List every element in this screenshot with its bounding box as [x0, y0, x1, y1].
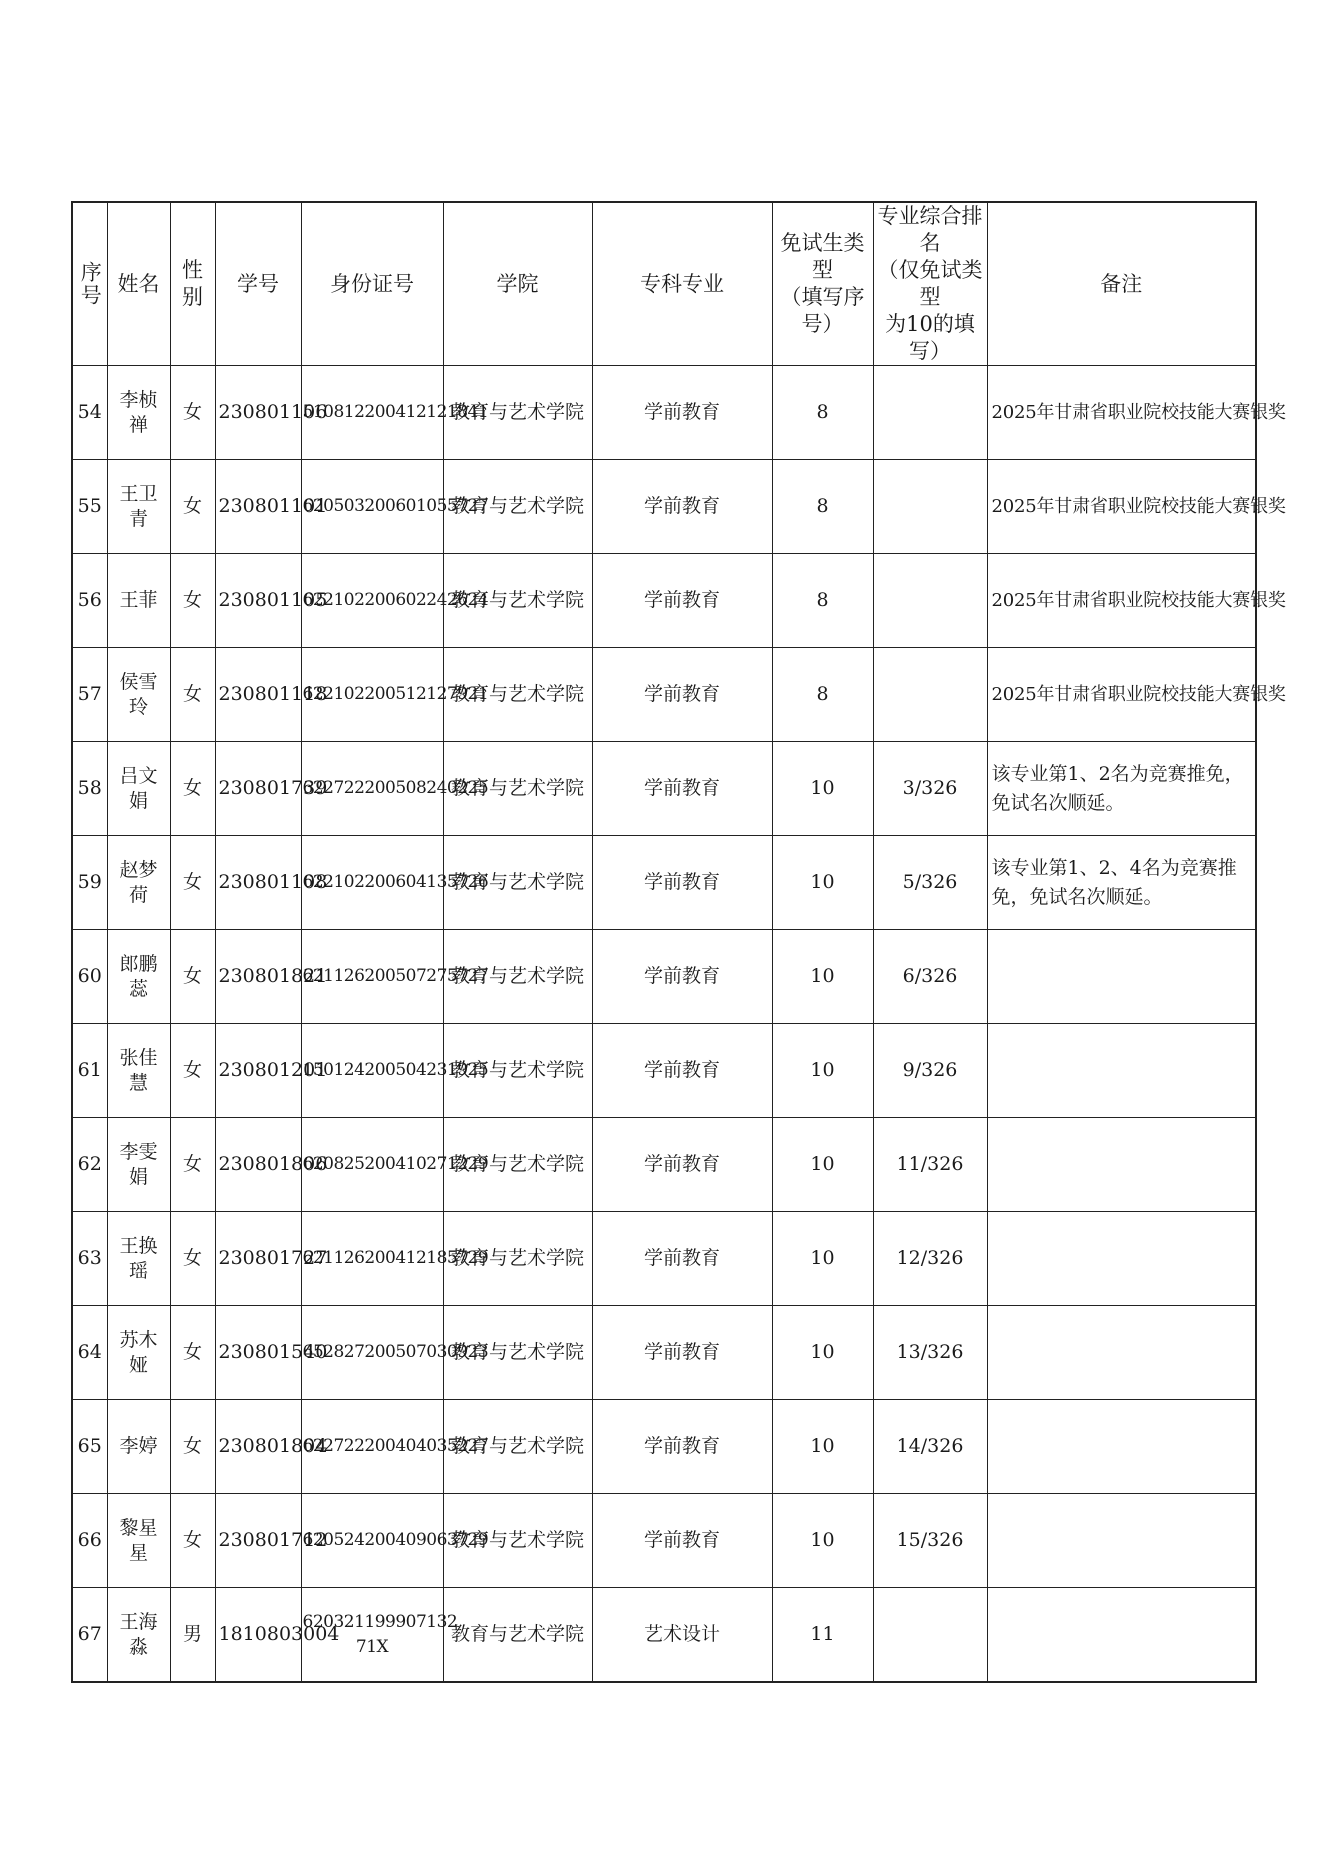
cell-exempt-type: 8	[772, 460, 873, 554]
cell-student-id: 230801727	[215, 1212, 301, 1306]
cell-student-id: 230801540	[215, 1306, 301, 1400]
cell-remark	[987, 1494, 1256, 1588]
cell-exempt-type: 10	[772, 836, 873, 930]
cell-gender: 女	[170, 1494, 215, 1588]
cell-exempt-type: 11	[772, 1588, 873, 1683]
cell-id-card: 620321199907132 71X	[301, 1588, 443, 1683]
cell-id-card: 150124200504231925	[301, 1024, 443, 1118]
exemption-list-table	[71, 201, 1286, 1683]
cell-remark: 该专业第1、2名为竞赛推免，免试名次顺延。	[987, 742, 1256, 836]
cell-name: 李婷	[107, 1400, 170, 1494]
cell-rank	[873, 460, 987, 554]
header-major: 专科专业	[592, 202, 772, 366]
header-remark: 备注	[987, 202, 1256, 366]
cell-major: 学前教育	[592, 460, 772, 554]
cell-major: 学前教育	[592, 1212, 772, 1306]
cell-major: 学前教育	[592, 1024, 772, 1118]
cell-name: 王换瑶	[107, 1212, 170, 1306]
cell-gender: 女	[170, 648, 215, 742]
cell-id-card: 510812200412121841	[301, 366, 443, 460]
cell-gender: 女	[170, 1024, 215, 1118]
cell-seq: 54	[72, 366, 107, 460]
header-exempt-type	[772, 202, 873, 366]
table-row	[72, 1400, 1256, 1494]
table-row	[72, 1588, 1256, 1683]
cell-seq: 59	[72, 836, 107, 930]
cell-name: 赵梦荷	[107, 836, 170, 930]
cell-gender: 女	[170, 1118, 215, 1212]
cell-gender: 女	[170, 836, 215, 930]
cell-id-card: 620503200601055727	[301, 460, 443, 554]
table-row	[72, 460, 1256, 554]
table-row	[72, 1118, 1256, 1212]
cell-rank	[873, 648, 987, 742]
cell-rank: 9/326	[873, 1024, 987, 1118]
cell-student-id: 230801712	[215, 1494, 301, 1588]
cell-major: 学前教育	[592, 1494, 772, 1588]
cell-student-id: 230801105	[215, 554, 301, 648]
cell-exempt-type: 10	[772, 1118, 873, 1212]
cell-rank: 3/326	[873, 742, 987, 836]
header-student-id: 学号	[215, 202, 301, 366]
cell-student-id: 230801106	[215, 366, 301, 460]
cell-remark	[987, 1400, 1256, 1494]
cell-seq: 56	[72, 554, 107, 648]
cell-gender: 女	[170, 1400, 215, 1494]
cell-name: 苏木娅	[107, 1306, 170, 1400]
cell-gender: 女	[170, 1306, 215, 1400]
table-body	[72, 366, 1286, 1683]
cell-college: 教育与艺术学院	[443, 554, 592, 648]
cell-name: 吕文娟	[107, 742, 170, 836]
cell-seq: 65	[72, 1400, 107, 1494]
cell-rank: 11/326	[873, 1118, 987, 1212]
cell-gender: 女	[170, 742, 215, 836]
cell-major: 学前教育	[592, 1400, 772, 1494]
cell-seq: 62	[72, 1118, 107, 1212]
header-rank	[873, 202, 987, 366]
cell-exempt-type: 10	[772, 742, 873, 836]
cell-remark	[987, 1024, 1256, 1118]
cell-id-card: 621126200412185729	[301, 1212, 443, 1306]
cell-gender: 女	[170, 366, 215, 460]
cell-major: 学前教育	[592, 1118, 772, 1212]
table-header-row	[72, 202, 1256, 366]
cell-college: 教育与艺术学院	[443, 1588, 592, 1683]
cell-seq: 55	[72, 460, 107, 554]
cell-gender: 女	[170, 554, 215, 648]
cell-exempt-type: 8	[772, 366, 873, 460]
cell-college: 教育与艺术学院	[443, 1400, 592, 1494]
cell-major: 学前教育	[592, 554, 772, 648]
table-row	[72, 1212, 1256, 1306]
cell-id-card: 620825200410271229	[301, 1118, 443, 1212]
cell-major: 艺术设计	[592, 1588, 772, 1683]
cell-name: 张佳慧	[107, 1024, 170, 1118]
cell-college: 教育与艺术学院	[443, 930, 592, 1024]
cell-id-card: 622102200604135726	[301, 836, 443, 930]
cell-remark: 2025年甘肃省职业院校技能大赛银奖	[987, 554, 1256, 648]
header-seq: 序号	[72, 202, 107, 366]
cell-id-card: 622722200508240225	[301, 742, 443, 836]
cell-student-id: 230801201	[215, 1024, 301, 1118]
exemption-list-table-container	[71, 201, 1286, 1683]
table-row	[72, 1306, 1256, 1400]
cell-id-card: 620524200409063729	[301, 1494, 443, 1588]
cell-remark: 2025年甘肃省职业院校技能大赛银奖	[987, 460, 1256, 554]
header-gender: 性别	[170, 202, 215, 366]
table-row	[72, 836, 1256, 930]
cell-rank: 15/326	[873, 1494, 987, 1588]
cell-id-card: 621126200507275727	[301, 930, 443, 1024]
cell-id-card: 622722200404035227	[301, 1400, 443, 1494]
cell-seq: 60	[72, 930, 107, 1024]
header-college: 学院	[443, 202, 592, 366]
cell-exempt-type: 10	[772, 1024, 873, 1118]
cell-name: 王菲	[107, 554, 170, 648]
cell-gender: 男	[170, 1588, 215, 1683]
cell-id-card: 652827200507030923	[301, 1306, 443, 1400]
header-rank-label: 专业综合排名 （仅免试类型 为10的填写）	[877, 204, 983, 363]
cell-name: 黎星星	[107, 1494, 170, 1588]
cell-gender: 女	[170, 1212, 215, 1306]
cell-remark	[987, 1588, 1256, 1683]
cell-gender: 女	[170, 460, 215, 554]
cell-id-card: 622102200602242624	[301, 554, 443, 648]
cell-student-id: 230801821	[215, 930, 301, 1024]
cell-exempt-type: 10	[772, 930, 873, 1024]
cell-major: 学前教育	[592, 366, 772, 460]
cell-remark: 该专业第1、2、4名为竞赛推免，免试名次顺延。	[987, 836, 1256, 930]
table-row	[72, 1024, 1256, 1118]
cell-exempt-type: 8	[772, 554, 873, 648]
cell-name: 侯雪玲	[107, 648, 170, 742]
table-row	[72, 648, 1256, 742]
cell-exempt-type: 8	[772, 648, 873, 742]
cell-student-id: 230801108	[215, 836, 301, 930]
cell-remark	[987, 1306, 1256, 1400]
cell-college: 教育与艺术学院	[443, 460, 592, 554]
cell-seq: 67	[72, 1588, 107, 1683]
cell-major: 学前教育	[592, 648, 772, 742]
cell-major: 学前教育	[592, 742, 772, 836]
cell-exempt-type: 10	[772, 1400, 873, 1494]
cell-rank: 13/326	[873, 1306, 987, 1400]
cell-gender: 女	[170, 930, 215, 1024]
cell-rank: 5/326	[873, 836, 987, 930]
cell-major: 学前教育	[592, 930, 772, 1024]
cell-college: 教育与艺术学院	[443, 366, 592, 460]
cell-college: 教育与艺术学院	[443, 1118, 592, 1212]
cell-name: 王卫青	[107, 460, 170, 554]
table-row	[72, 554, 1256, 648]
table-row	[72, 930, 1256, 1024]
header-exempt-type-label: 免试生类型 （填写序号）	[780, 231, 865, 336]
cell-name: 李桢禅	[107, 366, 170, 460]
cell-seq: 63	[72, 1212, 107, 1306]
cell-remark	[987, 1212, 1256, 1306]
header-name: 姓名	[107, 202, 170, 366]
cell-seq: 57	[72, 648, 107, 742]
cell-student-id: 230801118	[215, 648, 301, 742]
cell-student-id: 230801806	[215, 1118, 301, 1212]
cell-student-id: 230801804	[215, 1400, 301, 1494]
cell-student-id: 230801101	[215, 460, 301, 554]
cell-exempt-type: 10	[772, 1212, 873, 1306]
cell-exempt-type: 10	[772, 1306, 873, 1400]
cell-rank	[873, 1588, 987, 1683]
cell-college: 教育与艺术学院	[443, 1212, 592, 1306]
cell-major: 学前教育	[592, 836, 772, 930]
cell-rank: 14/326	[873, 1400, 987, 1494]
cell-remark: 2025年甘肃省职业院校技能大赛银奖	[987, 648, 1256, 742]
cell-remark: 2025年甘肃省职业院校技能大赛银奖	[987, 366, 1256, 460]
cell-id-card: 622102200512127921	[301, 648, 443, 742]
cell-student-id: 230801739	[215, 742, 301, 836]
cell-rank: 12/326	[873, 1212, 987, 1306]
cell-college: 教育与艺术学院	[443, 836, 592, 930]
cell-college: 教育与艺术学院	[443, 648, 592, 742]
table-row	[72, 1494, 1256, 1588]
cell-seq: 58	[72, 742, 107, 836]
cell-college: 教育与艺术学院	[443, 742, 592, 836]
cell-remark	[987, 930, 1256, 1024]
cell-name: 李雯娟	[107, 1118, 170, 1212]
cell-seq: 61	[72, 1024, 107, 1118]
cell-seq: 64	[72, 1306, 107, 1400]
cell-college: 教育与艺术学院	[443, 1024, 592, 1118]
table-row	[72, 366, 1256, 460]
cell-name: 王海淼	[107, 1588, 170, 1683]
table-row	[72, 742, 1256, 836]
header-id-card: 身份证号	[301, 202, 443, 366]
cell-college: 教育与艺术学院	[443, 1494, 592, 1588]
cell-name: 郎鹏蕊	[107, 930, 170, 1024]
cell-rank	[873, 366, 987, 460]
cell-student-id: 1810803004	[215, 1588, 301, 1683]
cell-college: 教育与艺术学院	[443, 1306, 592, 1400]
cell-rank: 6/326	[873, 930, 987, 1024]
cell-major: 学前教育	[592, 1306, 772, 1400]
cell-rank	[873, 554, 987, 648]
cell-remark	[987, 1118, 1256, 1212]
cell-seq: 66	[72, 1494, 107, 1588]
cell-exempt-type: 10	[772, 1494, 873, 1588]
